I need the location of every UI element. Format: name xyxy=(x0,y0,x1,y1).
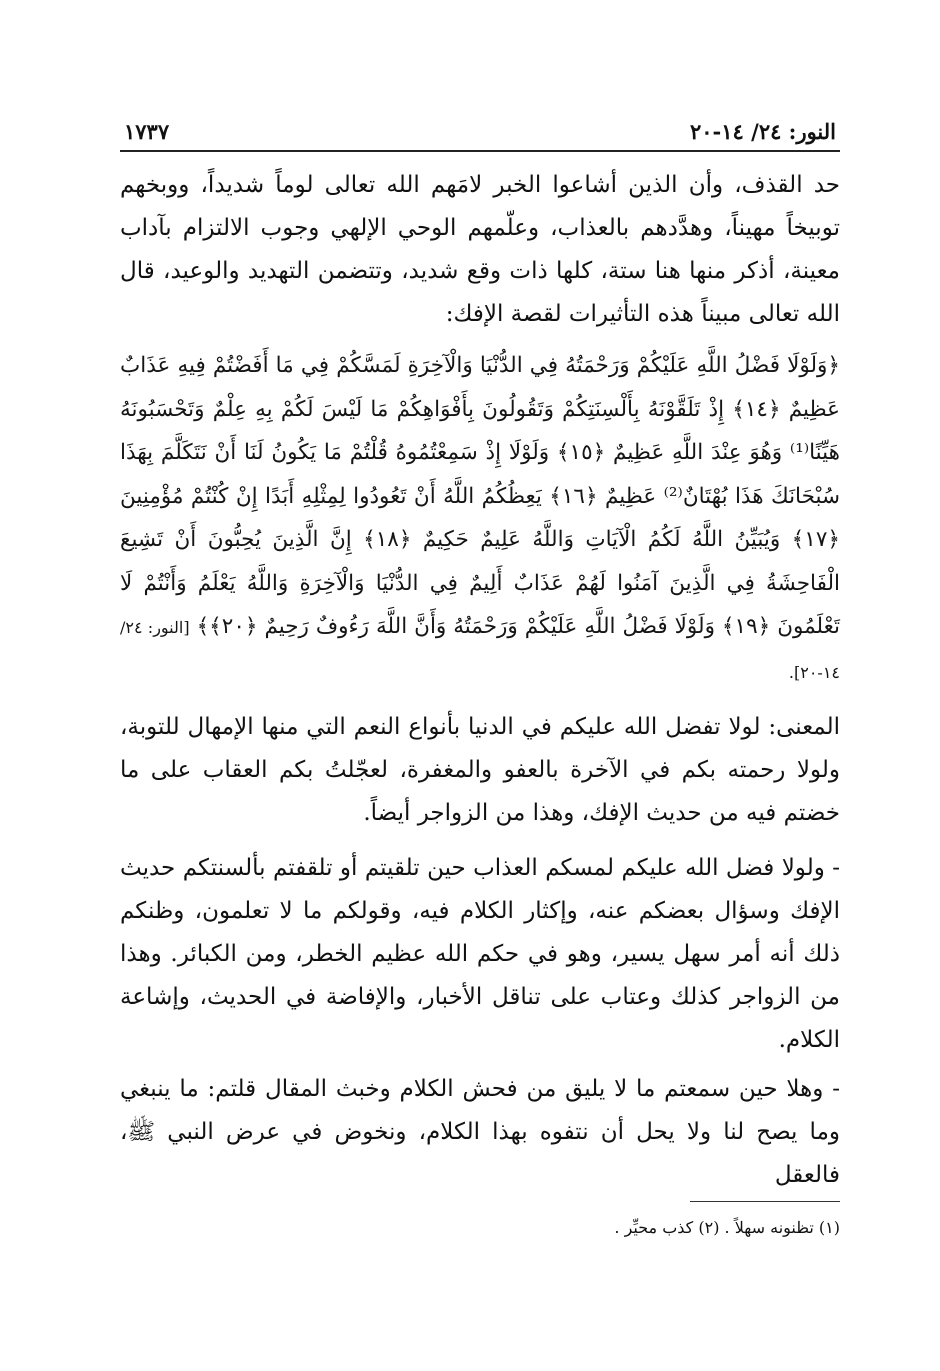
running-header xyxy=(120,104,840,152)
page-number: ١٧٣٧ xyxy=(124,119,170,144)
quran-reference: [النور: ٢٤/ ١٤-٢٠]. xyxy=(120,618,840,682)
meaning-paragraph: المعنى: لولا تفضل الله عليكم في الدنيا بأنواع النعم التي منها الإمهال للتوبة، ولولا رحمته بكم في الآخرة بالعفو والمغفرة، لعجّلتُ بكم العقاب على ما خضتم فيه من حديث الإفك، وهذا من الزواجر أيضاً. xyxy=(120,714,840,826)
commentary-point-2: - وهلا حين سمعتم ما لا يليق من فحش الكلام وخبث المقال قلتم: ما ينبغي وما يصح لنا ولا يحل أن نتفوه بهذا الكلام، ونخوض في عرض النبي ﷺ، فالعقل xyxy=(120,1076,840,1188)
commentary-point-1: - ولولا فضل الله عليكم لمسكم العذاب حين تلقيتم أو تلقفتم بألسنتكم حديث الإفك وسؤال بعضكم عنه، وإكثار الكلام فيه، وقولكم ما لا تعلمون، وظنكم ذلك أنه أمر سهل يسير، وهو في حكم الله عظيم الخطر، ومن الكبائر. وهذا من الزواجر كذلك وعتاب على تناقل الأخبار، والإفاضة في الحديث، وإشاعة الكلام. xyxy=(120,855,840,1053)
footnote-divider xyxy=(690,1201,840,1202)
running-title: النور: ٢٤/ ١٤-٢٠ xyxy=(689,119,836,144)
intro-paragraph: حد القذف، وأن الذين أشاعوا الخبر لامَهم الله تعالى لوماً شديداً، ووبخهم توبيخاً مهيناً، وهدَّدهم بالعذاب، وعلّمهم الوحي الإلهي وجوب الالتزام بآداب معينة، أذكر منها هنا ستة، كلها ذات وقع شديد، وتتضمن التهديد والوعيد، قال الله تعالى مبيناً هذه التأثيرات لقصة الإفك: xyxy=(120,172,840,327)
footnotes: (١) تظنونه سهلاً . (٢) كذب محيِّر . xyxy=(614,1218,840,1237)
quran-passage xyxy=(120,344,840,694)
quran-verses: ﴿وَلَوْلَا فَضْلُ اللَّهِ عَلَيْكُمْ وَرَحْمَتُهُ فِي الدُّنْيَا وَالْآخِرَةِ لَمَسَّكُمْ فِي مَا أَفَضْتُمْ فِيهِ عَذَابٌ عَظِيمٌ ﴿١٤﴾ إِذْ تَلَقَّوْنَهُ بِأَلْسِنَتِكُمْ وَتَقُولُونَ بِأَفْوَاهِكُمْ مَا لَيْسَ لَكُمْ بِهِ عِلْمٌ وَتَحْسَبُونَهُ هَيِّنًا⁽¹⁾ وَهُوَ عِنْدَ اللَّهِ عَظِيمٌ ﴿١٥﴾ وَلَوْلَا إِذْ سَمِعْتُمُوهُ قُلْتُمْ مَا يَكُونُ لَنَا أَنْ نَتَكَلَّمَ بِهَذَا سُبْحَانَكَ هَذَا بُهْتَانٌ⁽²⁾ عَظِيمٌ ﴿١٦﴾ يَعِظُكُمُ اللَّهُ أَنْ تَعُودُوا لِمِثْلِهِ أَبَدًا إِنْ كُنْتُمْ مُؤْمِنِينَ ﴿١٧﴾ وَيُبَيِّنُ اللَّهُ لَكُمُ الْآيَاتِ وَاللَّهُ عَلِيمٌ حَكِيمٌ ﴿١٨﴾ إِنَّ الَّذِينَ يُحِبُّونَ أَنْ تَشِيعَ الْفَاحِشَةُ فِي الَّذِينَ آمَنُوا لَهُمْ عَذَابٌ أَلِيمٌ فِي الدُّنْيَا وَالْآخِرَةِ وَاللَّهُ يَعْلَمُ وَأَنْتُمْ لَا تَعْلَمُونَ ﴿١٩﴾ وَلَوْلَا فَضْلُ اللَّهِ عَلَيْكُمْ وَرَحْمَتُهُ وَأَنَّ اللَّهَ رَءُوفٌ رَحِيمٌ ﴿٢٠﴾﴾ xyxy=(120,353,841,639)
page xyxy=(120,104,841,1237)
